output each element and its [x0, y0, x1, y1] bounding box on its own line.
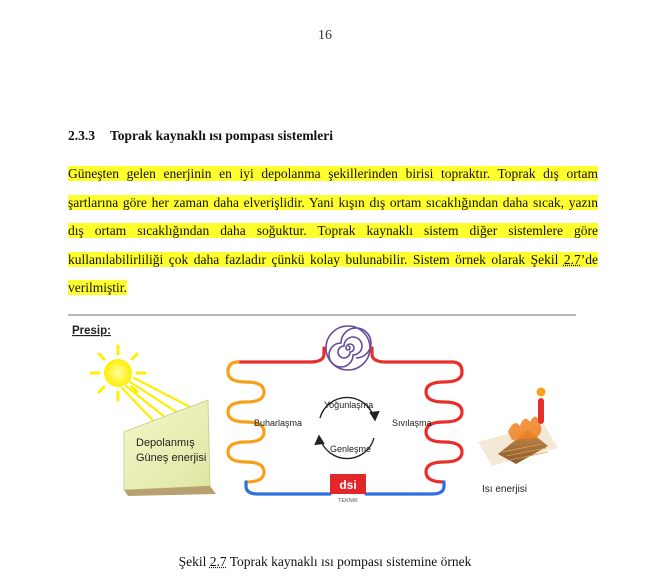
body-paragraph	[68, 160, 598, 303]
paragraph-text-end: ’de verilmiştir.	[68, 251, 598, 296]
figure	[68, 314, 576, 524]
dsi-logo	[330, 474, 366, 504]
figure-header-label: Presip:	[72, 325, 111, 337]
paragraph-text: Güneşten gelen enerjinin en iyi depolanma şekillerinden birisi topraktır. Toprak dış ortam şartlarına göre her zaman daha elverişlidir. Yani kışın dış ortam sıcaklığından daha sıcak, yazın dış ortam sıcaklığından daha soğuktur. Toprak kaynaklı sistem diğer sistemlere göre kullanılabilirliliği çok daha fazladır çünkü kolay bulunabilir. Sistem örnek olarak Şekil	[68, 166, 598, 267]
logo-text: dsi	[339, 478, 357, 492]
solar-label-line1: Depolanmış	[136, 437, 195, 449]
compressor-spiral-icon	[326, 326, 371, 370]
cycle-label-left: Buharlaşma	[254, 418, 303, 428]
section-title: Toprak kaynaklı ısı pompası sistemleri	[110, 128, 334, 143]
heat-energy-label: Isı enerjisi	[482, 484, 528, 495]
caption-prefix: Şekil	[178, 554, 210, 569]
logo-subtext: TEKNIK	[338, 498, 358, 504]
caption-text: Toprak kaynaklı ısı pompası sistemine örnek	[226, 554, 472, 569]
figure-reference-link[interactable]: 2.7	[563, 251, 581, 267]
caption-figure-reference[interactable]: 2.7	[209, 554, 227, 569]
cycle-label-top: Yoğunlaşma	[324, 400, 374, 410]
figure-caption	[0, 554, 650, 570]
section-heading	[68, 128, 333, 144]
solar-label-line2: Güneş enerjisi	[136, 452, 207, 464]
flame-icon	[478, 388, 558, 467]
cycle-label-bottom: Genleşme	[330, 444, 372, 454]
heat-pump-diagram	[68, 314, 576, 524]
page-number: 16	[318, 28, 332, 43]
cycle-label-right: Sıvılaşma	[392, 418, 432, 428]
section-number: 2.3.3	[68, 128, 95, 143]
